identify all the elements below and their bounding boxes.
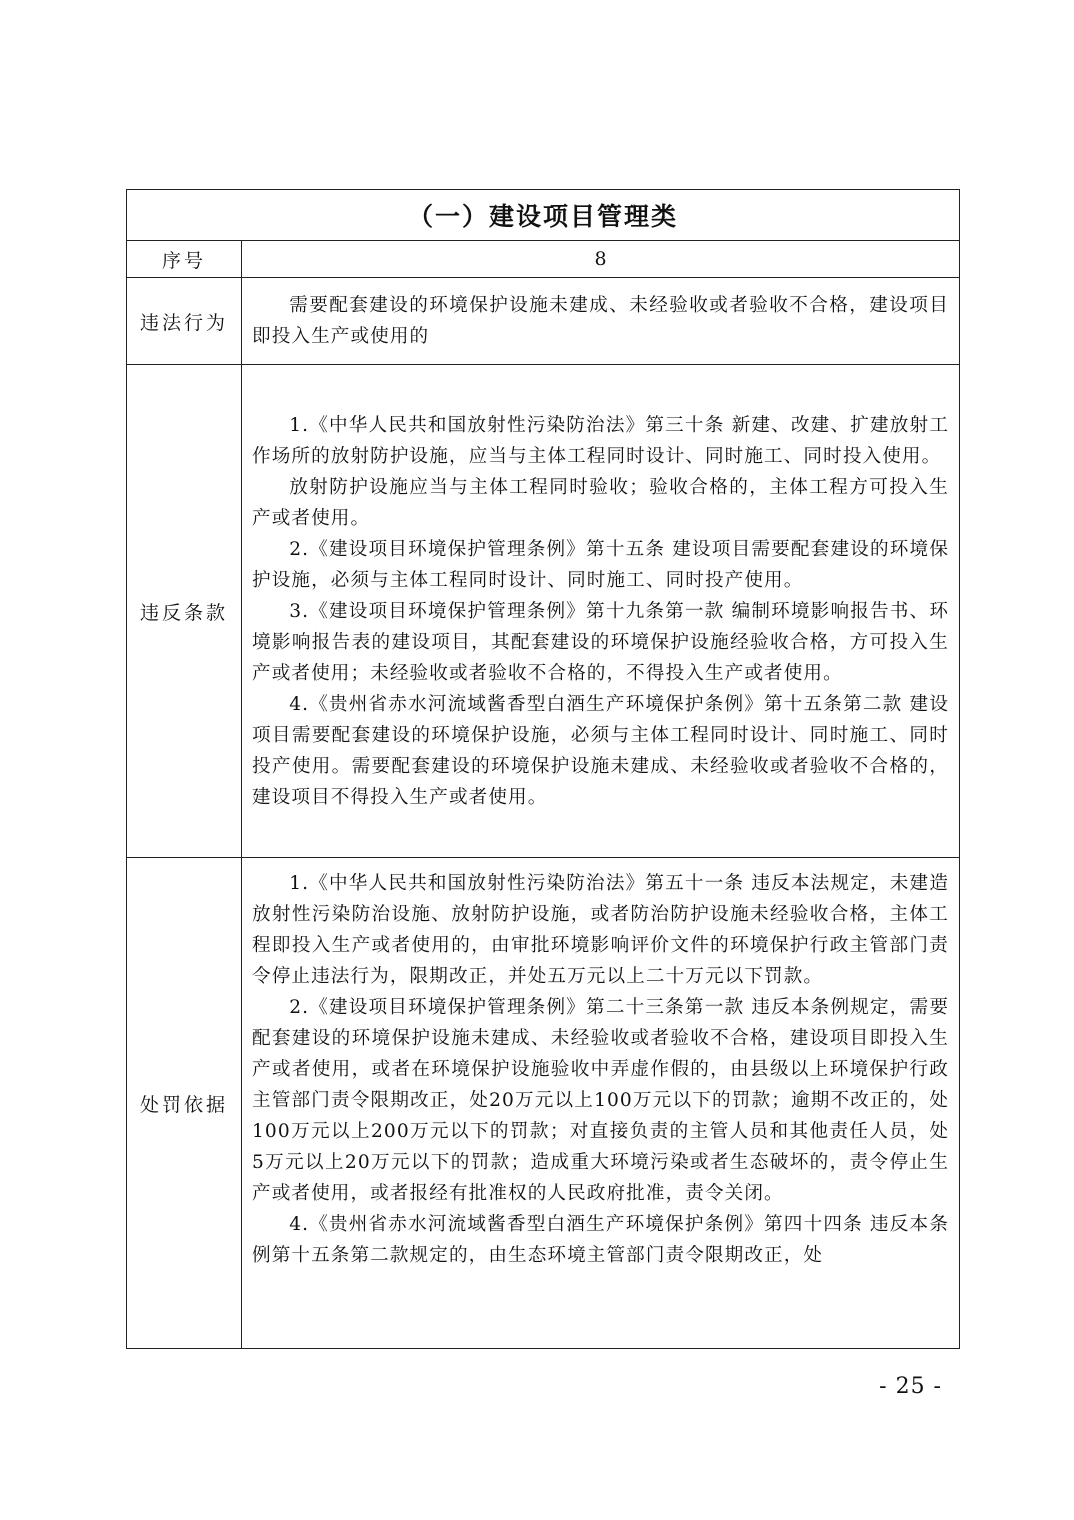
penalty-basis-content bbox=[242, 858, 960, 1349]
table-title: （一）建设项目管理类 bbox=[127, 190, 960, 241]
violation-text: 需要配套建设的环境保护设施未建成、未经验收或者验收不合格，建设项目即投入生产或使用的 bbox=[252, 295, 950, 347]
penalty-paragraph: 4.《贵州省赤水河流域酱香型白酒生产环境保护条例》第四十四条 违反本条例第十五条第二款规定的，由生态环境主管部门责令限期改正，处 bbox=[252, 1214, 950, 1266]
clause-paragraph: 放射防护设施应当与主体工程同时验收；验收合格的，主体工程方可投入生产或者使用。 bbox=[252, 476, 950, 529]
penalty-basis-label: 处罚依据 bbox=[127, 858, 242, 1349]
violation-label: 违法行为 bbox=[127, 278, 242, 365]
clause-paragraph: 4.《贵州省赤水河流域酱香型白酒生产环境保护条例》第十五条第二款 建设项目需要配套建设的环境保护设施，必须与主体工程同时设计、同时施工、同时投产使用。需要配套建设的环境保护设施未建成、未经验收或者验收不合格的，建设项目不得投入生产或者使用。 bbox=[252, 693, 950, 808]
sequence-value: 8 bbox=[242, 241, 960, 278]
violation-content bbox=[242, 278, 960, 365]
violation-row bbox=[127, 278, 960, 365]
sequence-label: 序号 bbox=[127, 241, 242, 278]
clause-paragraph: 2.《建设项目环境保护管理条例》第十五条 建设项目需要配套建设的环境保护设施，必须与主体工程同时设计、同时施工、同时投产使用。 bbox=[252, 538, 950, 591]
penalty-paragraph: 2.《建设项目环境保护管理条例》第二十三条第一款 违反本条例规定，需要配套建设的环境保护设施未建成、未经验收或者验收不合格，建设项目即投入生产或者使用，或者在环境保护设施验收中弄虚作假的，由县级以上环境保护行政主管部门责令限期改正，处20万元以上100万元以下的罚款；逾期不改正的，处100万元以上200万元以下的罚款；对直接负责的主管人员和其他责任人员，处5万元以上20万元以下的罚款；造成重大环境污染或者生态破坏的，责令停止生产或者使用，或者报经有批准权的人民政府批准，责令关闭。 bbox=[252, 997, 950, 1204]
clause-paragraph: 3.《建设项目环境保护管理条例》第十九条第一款 编制环境影响报告书、环境影响报告表的建设项目，其配套建设的环境保护设施经验收合格，方可投入生产或者使用；未经验收或者验收不合格的，不得投入生产或者使用。 bbox=[252, 600, 950, 684]
violated-clauses-content bbox=[242, 365, 960, 858]
penalty-paragraph: 1.《中华人民共和国放射性污染防治法》第五十一条 违反本法规定，未建造放射性污染防治设施、放射防护设施，或者防治防护设施未经验收合格，主体工程即投入生产或者使用的，由审批环境影响评价文件的环境保护行政主管部门责令停止违法行为，限期改正，并处五万元以上二十万元以下罚款。 bbox=[252, 873, 950, 987]
clause-paragraph: 1.《中华人民共和国放射性污染防治法》第三十条 新建、改建、扩建放射工作场所的放射防护设施，应当与主体工程同时设计、同时施工、同时投入使用。 bbox=[252, 414, 950, 467]
penalty-basis-row bbox=[127, 858, 960, 1349]
page-number: - 25 - bbox=[879, 1374, 942, 1399]
sequence-row bbox=[127, 241, 960, 278]
regulation-table bbox=[126, 189, 960, 1349]
violated-clauses-row bbox=[127, 365, 960, 858]
table-title-row bbox=[127, 190, 960, 241]
violated-clauses-label: 违反条款 bbox=[127, 365, 242, 858]
